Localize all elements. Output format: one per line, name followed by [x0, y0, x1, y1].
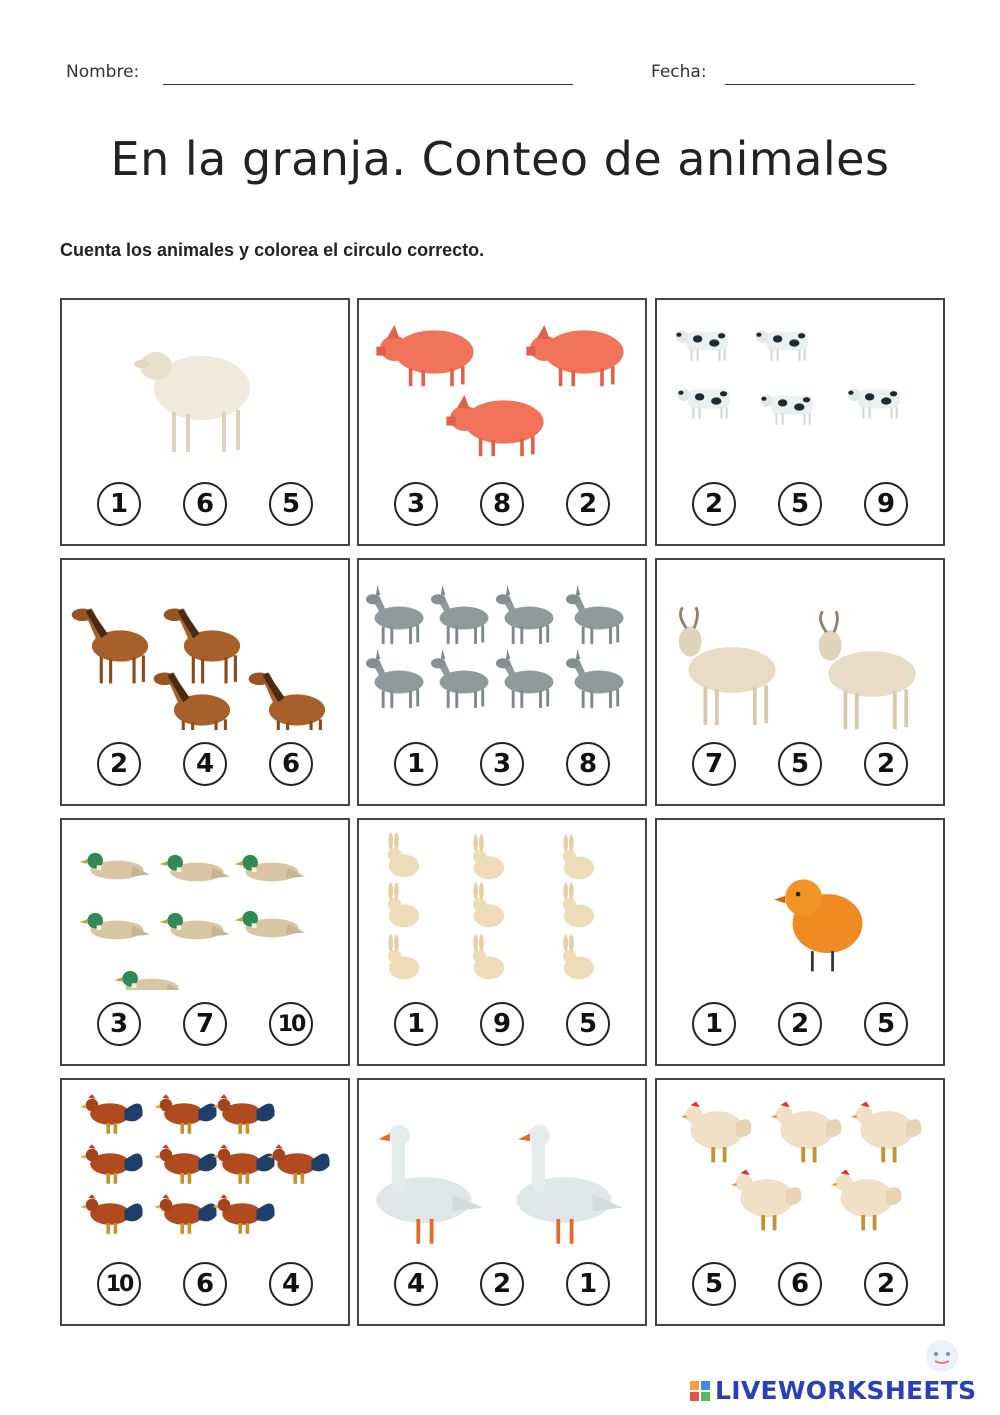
answer-circle[interactable]: 3 — [480, 742, 524, 786]
donkey-picture — [496, 585, 554, 644]
answer-circle[interactable]: 10 — [269, 1002, 313, 1046]
answer-choices — [359, 1002, 645, 1046]
brand-mark-icon — [690, 1381, 710, 1401]
answer-circle[interactable]: 7 — [183, 1002, 227, 1046]
horse-picture — [164, 609, 240, 684]
donkey-picture — [366, 649, 424, 708]
answer-circle[interactable]: 1 — [692, 1002, 736, 1046]
instruction-text: Cuenta los animales y colorea el circulo correcto. — [60, 240, 485, 260]
answer-circle[interactable]: 1 — [97, 482, 141, 526]
cow-picture — [761, 395, 813, 425]
answer-circle[interactable]: 5 — [778, 742, 822, 786]
rooster-picture — [212, 1194, 274, 1234]
answer-circle[interactable]: 1 — [394, 1002, 438, 1046]
rooster-picture — [80, 1094, 142, 1134]
answer-choices — [62, 1002, 348, 1046]
rabbit-picture — [388, 935, 419, 980]
brand-face-icon — [922, 1334, 962, 1379]
goose-picture — [377, 1125, 483, 1244]
counting-card-chick — [655, 818, 945, 1066]
answer-circle[interactable]: 6 — [183, 1262, 227, 1306]
donkey-picture — [431, 649, 489, 708]
answer-circle[interactable]: 4 — [269, 1262, 313, 1306]
answer-circle[interactable]: 7 — [692, 742, 736, 786]
answer-circle[interactable]: 9 — [864, 482, 908, 526]
donkey-pictures — [359, 560, 644, 730]
cow-picture — [678, 389, 730, 419]
duck-picture — [115, 971, 185, 990]
rooster-picture — [80, 1144, 142, 1184]
rabbit-picture — [473, 883, 504, 928]
rooster-picture — [154, 1094, 216, 1134]
page-title: En la granja. Conteo de animales — [110, 132, 890, 186]
answer-circle[interactable]: 2 — [566, 482, 610, 526]
horse-picture — [249, 673, 325, 730]
counting-card-pig — [357, 298, 647, 546]
answer-circle[interactable]: 6 — [183, 482, 227, 526]
answer-choices — [359, 482, 645, 526]
counting-card-horse — [60, 558, 350, 806]
date-label: Fecha: — [651, 62, 707, 82]
answer-circle[interactable]: 1 — [566, 1262, 610, 1306]
hen-picture — [851, 1102, 921, 1163]
rooster-picture — [212, 1094, 274, 1134]
rooster-picture — [80, 1194, 142, 1234]
chick-pictures — [657, 820, 942, 990]
liveworksheets-logo[interactable] — [690, 1376, 976, 1405]
answer-circle[interactable]: 6 — [269, 742, 313, 786]
answer-circle[interactable]: 2 — [864, 742, 908, 786]
cow-picture — [756, 331, 808, 361]
answer-circle[interactable]: 8 — [480, 482, 524, 526]
answer-choices — [62, 742, 348, 786]
hen-picture — [731, 1170, 801, 1231]
answer-circle[interactable]: 3 — [394, 482, 438, 526]
duck-picture — [80, 913, 150, 940]
cow-pictures — [657, 300, 942, 470]
answer-circle[interactable]: 4 — [183, 742, 227, 786]
donkey-picture — [566, 649, 624, 708]
answer-circle[interactable]: 4 — [394, 1262, 438, 1306]
counting-card-duck — [60, 818, 350, 1066]
answer-circle[interactable]: 2 — [692, 482, 736, 526]
name-label: Nombre: — [66, 62, 140, 82]
donkey-picture — [366, 585, 424, 644]
hen-picture — [771, 1102, 841, 1163]
answer-circle[interactable]: 2 — [864, 1262, 908, 1306]
sheep-pictures — [62, 300, 347, 470]
date-line[interactable] — [725, 84, 915, 85]
answer-circle[interactable]: 9 — [480, 1002, 524, 1046]
answer-circle[interactable]: 6 — [778, 1262, 822, 1306]
rabbit-picture — [563, 935, 594, 980]
answer-circle[interactable]: 2 — [480, 1262, 524, 1306]
duck-picture — [160, 913, 230, 940]
pig-picture — [376, 325, 473, 386]
brand-text: LIVEWORKSHEETS — [715, 1376, 977, 1405]
answer-circle[interactable]: 8 — [566, 742, 610, 786]
answer-circle[interactable]: 5 — [269, 482, 313, 526]
chick-picture — [774, 879, 862, 971]
answer-circle[interactable]: 2 — [97, 742, 141, 786]
answer-choices — [657, 1002, 943, 1046]
answer-circle[interactable]: 5 — [566, 1002, 610, 1046]
answer-choices — [657, 482, 943, 526]
goat-picture — [679, 607, 776, 725]
pig-picture — [526, 325, 623, 386]
cow-picture — [676, 331, 728, 361]
answer-choices — [657, 1262, 943, 1306]
rabbit-picture — [473, 835, 504, 880]
answer-circle[interactable]: 5 — [778, 482, 822, 526]
rabbit-picture — [473, 935, 504, 980]
duck-picture — [235, 855, 305, 882]
counting-card-rabbit — [357, 818, 647, 1066]
goat-picture — [819, 611, 916, 729]
horse-picture — [72, 609, 148, 684]
answer-choices — [359, 742, 645, 786]
rooster-picture — [154, 1194, 216, 1234]
cow-picture — [848, 389, 900, 419]
donkey-picture — [496, 649, 554, 708]
answer-choices — [359, 1262, 645, 1306]
goose-picture — [517, 1125, 623, 1244]
answer-circle[interactable]: 5 — [864, 1002, 908, 1046]
pig-picture — [446, 395, 543, 456]
rooster-picture — [154, 1144, 216, 1184]
pig-pictures — [359, 300, 644, 470]
hen-picture — [831, 1170, 901, 1231]
donkey-picture — [566, 585, 624, 644]
sheep-picture — [134, 352, 250, 452]
counting-card-hen — [655, 1078, 945, 1326]
counting-card-goose — [357, 1078, 647, 1326]
horse-pictures — [62, 560, 347, 730]
answer-choices — [62, 482, 348, 526]
duck-picture — [160, 855, 230, 882]
duck-picture — [235, 911, 305, 938]
rooster-picture — [267, 1144, 329, 1184]
goat-pictures — [657, 560, 942, 730]
answer-circle[interactable]: 1 — [394, 742, 438, 786]
answer-circle[interactable]: 3 — [97, 1002, 141, 1046]
counting-card-goat — [655, 558, 945, 806]
rabbit-pictures — [359, 820, 644, 990]
rabbit-picture — [563, 835, 594, 880]
answer-choices — [62, 1262, 348, 1306]
counting-card-donkey — [357, 558, 647, 806]
answer-choices — [657, 742, 943, 786]
duck-pictures — [62, 820, 347, 990]
answer-circle[interactable]: 2 — [778, 1002, 822, 1046]
counting-card-rooster — [60, 1078, 350, 1326]
rooster-picture — [212, 1144, 274, 1184]
duck-picture — [80, 853, 150, 880]
name-line[interactable] — [163, 84, 573, 85]
hen-picture — [681, 1102, 751, 1163]
answer-circle[interactable]: 10 — [97, 1262, 141, 1306]
rabbit-picture — [388, 883, 419, 928]
rabbit-picture — [563, 883, 594, 928]
counting-card-sheep — [60, 298, 350, 546]
goose-pictures — [359, 1080, 644, 1250]
rooster-pictures — [62, 1080, 347, 1250]
counting-card-cow — [655, 298, 945, 546]
answer-circle[interactable]: 5 — [692, 1262, 736, 1306]
donkey-picture — [431, 585, 489, 644]
rabbit-picture — [388, 833, 419, 878]
hen-pictures — [657, 1080, 942, 1250]
